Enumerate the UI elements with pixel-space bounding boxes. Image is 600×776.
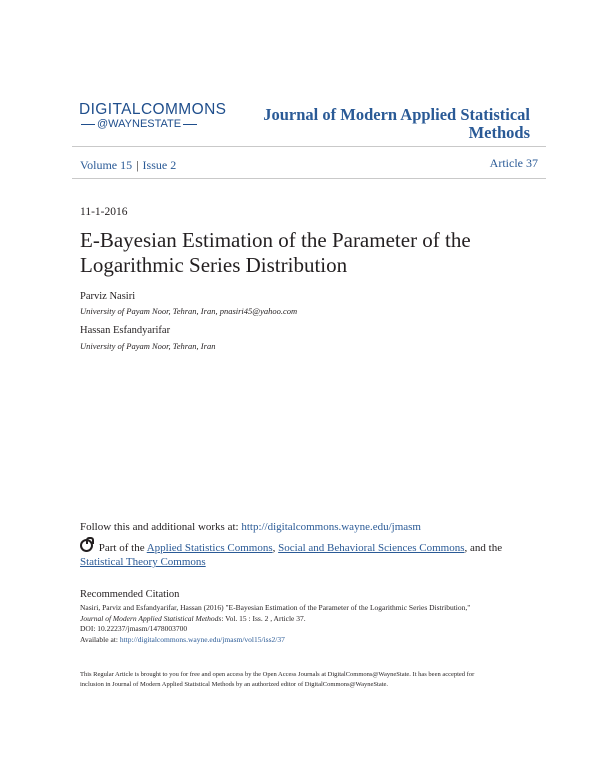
article-number-link[interactable]: Article 37 — [489, 156, 538, 170]
publication-date: 11-1-2016 — [80, 206, 128, 218]
statistical-theory-commons-link[interactable]: Statistical Theory Commons — [80, 556, 206, 568]
volume-link[interactable]: Volume 15 — [80, 158, 133, 172]
part-of-sep1: , — [272, 542, 276, 554]
recommended-citation-heading: Recommended Citation — [80, 589, 180, 600]
logo-rule-left — [81, 124, 95, 125]
author-name: Hassan Esfandyarifar — [80, 325, 171, 336]
author-affiliation: University of Payam Noor, Tehran, Iran — [80, 341, 216, 351]
citation-line2 — [80, 614, 530, 625]
journal-title-line2: Methods — [468, 123, 530, 142]
part-of-sep2: , and the — [464, 542, 503, 554]
access-notice-line2: inclusion in Journal of Modern Applied Statistical Methods by an authorized editor of DigitalCommons@WayneState. — [80, 681, 389, 688]
open-access-icon — [80, 539, 93, 552]
issue-breadcrumb — [80, 156, 176, 174]
follow-text: Follow this and additional works at: — [80, 521, 239, 533]
applied-statistics-commons-link[interactable]: Applied Statistics Commons — [146, 542, 273, 554]
follow-url-link[interactable]: http://digitalcommons.wayne.edu/jmasm — [241, 521, 421, 533]
article-title — [80, 228, 540, 278]
logo-subtext: @WAYNESTATE — [97, 118, 182, 130]
article-title-line2: Logarithmic Series Distribution — [80, 253, 348, 277]
social-behavioral-sciences-commons-link[interactable]: Social and Behavioral Sciences Commons — [278, 542, 465, 554]
breadcrumb-separator: | — [136, 158, 139, 172]
access-notice-line1: This Regular Article is brought to you for free and open access by the Open Access Journals at DigitalCommons@WayneState. It has been accepted for — [80, 671, 475, 678]
issue-link[interactable]: Issue 2 — [142, 158, 177, 172]
available-at-label: Available at: — [80, 634, 118, 644]
citation-url-link[interactable]: http://digitalcommons.wayne.edu/jmasm/vol15/iss2/37 — [119, 634, 285, 644]
part-of-prefix: Part of the — [98, 542, 145, 554]
follow-line — [80, 521, 421, 533]
header-divider — [72, 146, 546, 147]
nav-divider — [72, 178, 546, 179]
citation-line1: Nasiri, Parviz and Esfandyarifar, Hassan (2016) "E-Bayesian Estimation of the Parameter of the Logarithmic Series Distribution," — [80, 603, 471, 612]
part-of-commons — [80, 539, 520, 569]
logo-subline — [79, 118, 229, 131]
access-notice — [80, 670, 530, 690]
citation-volume: : Vol. 15 : Iss. 2 , Article 37. — [221, 613, 306, 623]
logo-rule-right — [183, 124, 197, 125]
article-title-line1: E-Bayesian Estimation of the Parameter of the — [80, 228, 471, 252]
citation-journal: Journal of Modern Applied Statistical Methods — [80, 613, 222, 623]
citation-doi: DOI: 10.22237/jmasm/1478003700 — [80, 624, 188, 633]
author-name: Parviz Nasiri — [80, 291, 136, 302]
journal-title[interactable] — [230, 106, 530, 142]
recommended-citation — [80, 603, 530, 645]
author-affiliation: University of Payam Noor, Tehran, Iran, pnasiri45@yahoo.com — [80, 306, 298, 316]
citation-line4 — [80, 635, 530, 646]
journal-title-line1: Journal of Modern Applied Statistical — [263, 105, 530, 124]
logo-wordmark: DIGITALCOMMONS — [79, 101, 227, 118]
digitalcommons-logo[interactable] — [79, 101, 229, 131]
